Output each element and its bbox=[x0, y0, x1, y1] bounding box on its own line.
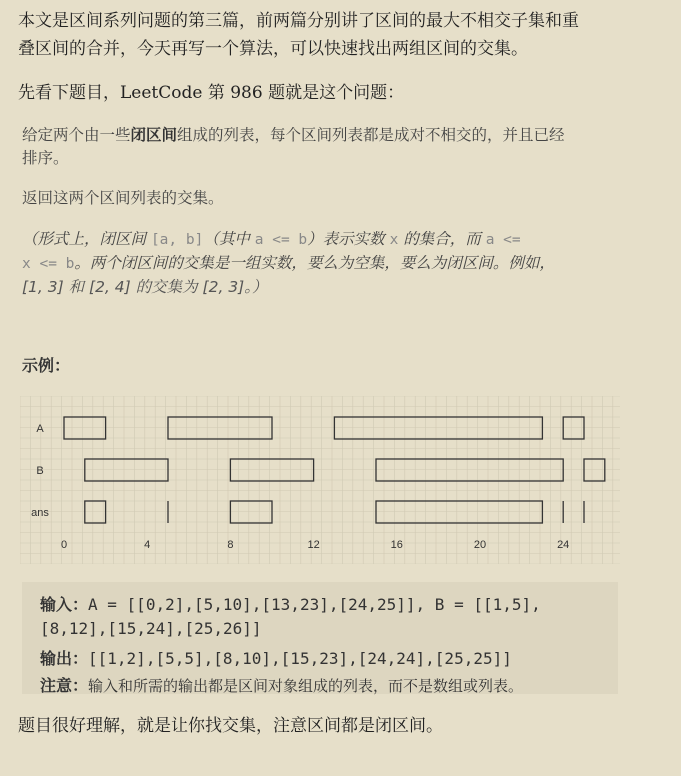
formal-definition bbox=[22, 228, 609, 299]
tick-label-0: 0 bbox=[60, 539, 68, 551]
diagram-ticks bbox=[61, 539, 569, 551]
note-line bbox=[40, 673, 523, 696]
def-text-2: （其中 bbox=[203, 230, 255, 248]
def-example: [1, 3] 和 [2, 4] 的交集为 [2, 3]。） bbox=[22, 278, 268, 296]
intro-line-2: 叠区间的合并，今天再写一个算法，可以快速找出两组区间的交集。 bbox=[18, 39, 528, 59]
input-line-2: [8,12],[15,24],[25,26]] bbox=[40, 619, 262, 638]
row-label-a: A bbox=[36, 423, 44, 435]
def-code-1: [a, b] bbox=[150, 232, 204, 248]
input-label: 输入： bbox=[40, 595, 89, 614]
input-value-1: A = [[0,2],[5,10],[13,23],[24,25]], B = [[1,5], bbox=[88, 595, 541, 614]
statement-line-2: 排序。 bbox=[22, 149, 69, 167]
def-code-3: x bbox=[389, 232, 399, 248]
note-text: 输入和所需的输出都是区间对象组成的列表，而不是数组或列表。 bbox=[88, 677, 524, 695]
sample-title: 示例： bbox=[22, 356, 71, 375]
interval-b-0 bbox=[85, 459, 168, 481]
def-text-5: 。两个闭区间的交集是一组实数，要么为空集，要么为闭区间。例如， bbox=[74, 254, 555, 272]
def-text-3: ）表示实数 bbox=[307, 230, 390, 248]
interval-ans-2 bbox=[230, 501, 272, 523]
example-block bbox=[22, 582, 618, 694]
tick-label-16: 16 bbox=[390, 539, 403, 551]
interval-a-2 bbox=[334, 417, 542, 439]
statement-suffix: 组成的列表，每个区间列表都是成对不相交的，并且已经 bbox=[177, 126, 565, 144]
closed-interval-term: 闭区间 bbox=[130, 126, 178, 144]
interval-b-3 bbox=[584, 459, 605, 481]
interval-ans-3 bbox=[376, 501, 542, 523]
tick-label-24: 24 bbox=[557, 539, 570, 551]
interval-a-3 bbox=[563, 417, 584, 439]
output-value: [[1,2],[5,5],[8,10],[15,23],[24,24],[25,25]] bbox=[88, 649, 512, 668]
row-label-ans: ans bbox=[31, 507, 49, 519]
output-label: 输出： bbox=[40, 649, 89, 668]
tick-label-8: 8 bbox=[227, 539, 234, 551]
problem-intro: 先看下题目，LeetCode 第 986 题就是这个问题： bbox=[18, 83, 405, 103]
interval-a-0 bbox=[64, 417, 106, 439]
intro-line-1: 本文是区间系列问题的第三篇，前两篇分别讲了区间的最大不相交子集和重 bbox=[18, 11, 579, 31]
def-code-2: a <= b bbox=[254, 232, 308, 248]
def-text-1: （形式上，闭区间 bbox=[22, 230, 151, 248]
tick-label-12: 12 bbox=[307, 539, 320, 551]
tick-label-4: 4 bbox=[144, 539, 151, 551]
output-line bbox=[40, 646, 512, 669]
def-text-4: 的集合，而 bbox=[398, 230, 486, 248]
def-code-4: a <= bbox=[485, 232, 521, 248]
interval-a-1 bbox=[168, 417, 272, 439]
closing-paragraph: 题目很好理解，就是让你找交集，注意区间都是闭区间。 bbox=[18, 716, 443, 736]
statement-prefix: 给定两个由一些 bbox=[22, 126, 131, 144]
problem-statement bbox=[22, 124, 609, 170]
interval-diagram bbox=[20, 396, 620, 564]
interval-ans-0 bbox=[85, 501, 106, 523]
row-label-b: B bbox=[36, 465, 44, 477]
diagram-rows bbox=[31, 417, 605, 523]
interval-b-2 bbox=[376, 459, 563, 481]
return-statement: 返回这两个区间列表的交集。 bbox=[22, 189, 224, 207]
input-line-1 bbox=[40, 592, 541, 615]
interval-b-1 bbox=[230, 459, 313, 481]
tick-label-20: 20 bbox=[473, 539, 487, 551]
def-code-5: x <= b bbox=[22, 256, 75, 272]
note-label: 注意： bbox=[40, 676, 89, 695]
intro-paragraph bbox=[18, 7, 647, 63]
diagram-grid bbox=[20, 396, 620, 564]
